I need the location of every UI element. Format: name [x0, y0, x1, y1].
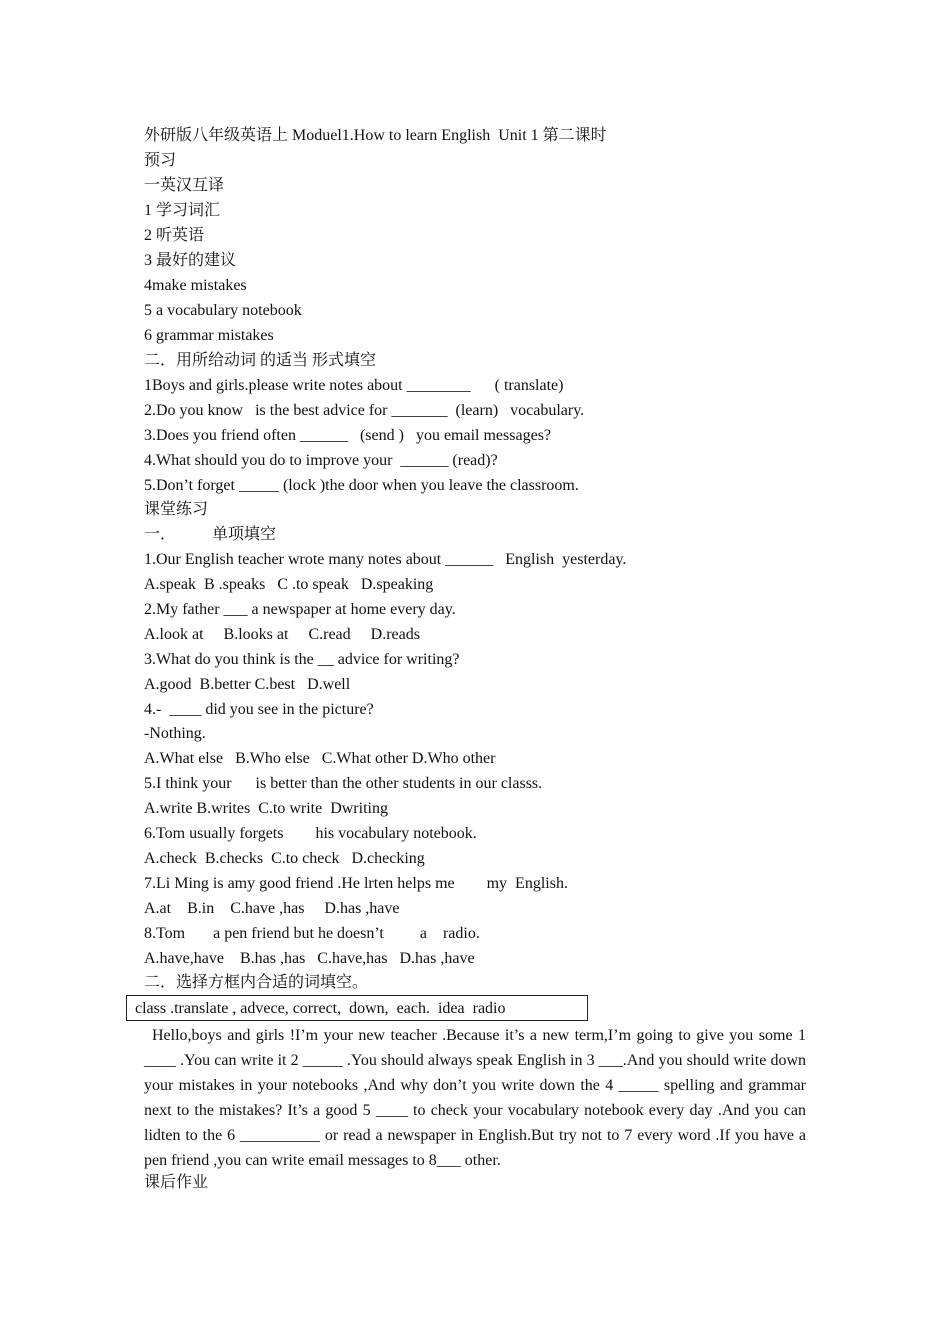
list-item: 5 a vocabulary notebook	[144, 302, 302, 319]
exercise-line: 8.Tom a pen friend but he doesn’t a radio.	[144, 925, 480, 942]
exercise-line: A.look at B.looks at C.read D.reads	[144, 626, 420, 643]
part-heading-translation: 一英汉互译	[144, 177, 225, 194]
list-item: 3 最好的建议	[144, 252, 237, 269]
exercise-line: 6.Tom usually forgets his vocabulary notebook.	[144, 825, 477, 842]
exercise-line: 2.Do you know is the best advice for _______ (learn) vocabulary.	[144, 402, 585, 419]
exercise-line: A.speak B .speaks C .to speak D.speaking	[144, 576, 434, 593]
exercise-line: A.have,have B.has ,has C.have,has D.has ,have	[144, 950, 475, 967]
list-item: 4make mistakes	[144, 277, 247, 294]
exercise-line: 1Boys and girls.please write notes about ________ ( translate)	[144, 377, 564, 394]
section-heading-homework: 课后作业	[144, 1174, 209, 1191]
section-heading-preview: 预习	[144, 152, 177, 169]
exercise-line: 4.What should you do to improve your ______ (read)?	[144, 452, 498, 469]
exercise-line: 4.- ____ did you see in the picture?	[144, 701, 374, 718]
part-heading-verb-forms: 二．用所给动词 的适当 形式填空	[144, 352, 377, 369]
list-item: 2 听英语	[144, 227, 205, 244]
exercise-line: -Nothing.	[144, 725, 206, 742]
exercise-line: 5.I think your is better than the other students in our classs.	[144, 775, 543, 792]
exercise-line: 3.What do you think is the __ advice for writing?	[144, 651, 460, 668]
exercise-line: A.write B.writes C.to write Dwriting	[144, 800, 388, 817]
part-heading-multiple-choice: 一． 单项填空	[144, 526, 277, 543]
exercise-line: 3.Does you friend often ______ (send ) you email messages?	[144, 427, 552, 444]
list-item: 6 grammar mistakes	[144, 327, 274, 344]
part-heading-word-box: 二．选择方框内合适的词填空。	[144, 974, 369, 991]
exercise-line: 5.Don’t forget _____ (lock )the door when you leave the classroom.	[144, 477, 579, 494]
exercise-line: 2.My father ___ a newspaper at home every day.	[144, 601, 456, 618]
document-title: 外研版八年级英语上 Moduel1.How to learn English Unit 1 第二课时	[144, 127, 607, 144]
word-box: class .translate , advece, correct, down, each. idea radio	[126, 995, 588, 1021]
section-heading-classwork: 课堂练习	[144, 501, 209, 518]
exercise-line: 7.Li Ming is amy good friend .He lrten helps me my English.	[144, 875, 568, 892]
cloze-passage: Hello,boys and girls !I’m your new teacher .Because it’s a new term,I’m going to give you some 1 ____ .You can write it 2 _____ .You should always speak English in 3 ___.And you should write down your mistakes in your notebooks ,And why don’t you write down the 4 _____ spelling and grammar next to the mistakes? It’s a good 5 ____ to check your vocabulary notebook every day .And you can lidten to the 6 __________ or read a newspaper in English.But try not to 7 every word .If you have a pen friend ,you can write email messages to 8___ other.	[144, 1027, 806, 1169]
exercise-line: 1.Our English teacher wrote many notes about ______ English yesterday.	[144, 551, 627, 568]
list-item: 1 学习词汇	[144, 202, 221, 219]
exercise-line: A.good B.better C.best D.well	[144, 676, 351, 693]
exercise-line: A.check B.checks C.to check D.checking	[144, 850, 425, 867]
exercise-line: A.at B.in C.have ,has D.has ,have	[144, 900, 400, 917]
exercise-line: A.What else B.Who else C.What other D.Who other	[144, 750, 496, 767]
